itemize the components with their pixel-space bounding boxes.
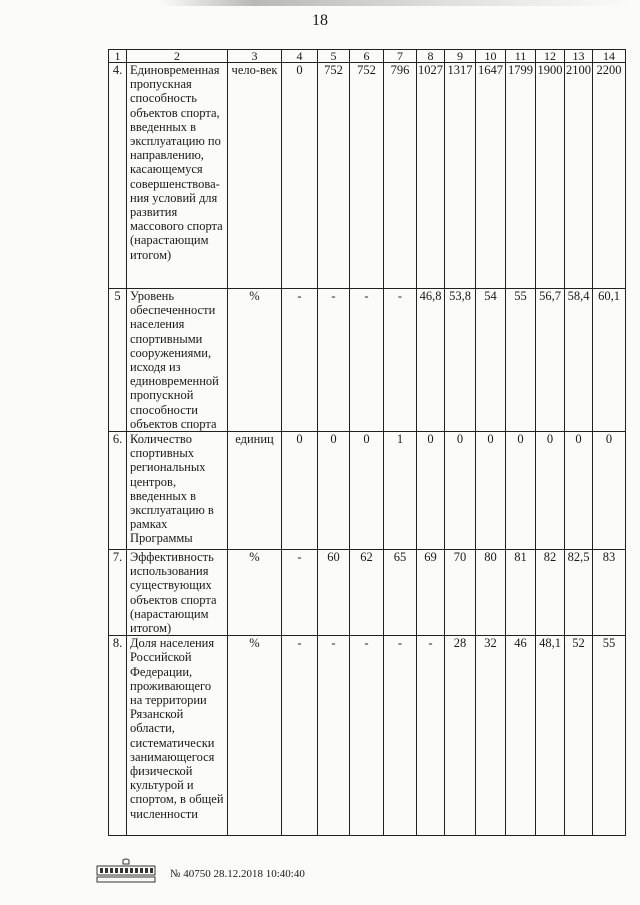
unit-of-measure: %	[228, 550, 282, 636]
indicator-name: Эффективность использования существующих объектов спорта (нарастающим итогом)	[127, 550, 228, 636]
indicator-value: 0	[318, 432, 350, 550]
indicator-value: 56,7	[536, 289, 565, 432]
indicator-value: 0	[506, 432, 536, 550]
indicator-value: 60	[318, 550, 350, 636]
indicator-value: 52	[565, 636, 593, 836]
indicator-value: -	[282, 289, 318, 432]
indicator-value: 69	[417, 550, 445, 636]
table-row	[109, 289, 626, 432]
indicator-value: -	[350, 289, 384, 432]
indicator-value: 53,8	[445, 289, 476, 432]
indicator-name: Количество спортивных региональных центров, введенных в эксплуатацию в рамках Программы	[127, 432, 228, 550]
indicator-value: 1799	[506, 63, 536, 289]
indicator-value: 46	[506, 636, 536, 836]
indicator-value: 48,1	[536, 636, 565, 836]
table-row	[109, 63, 626, 289]
indicator-value: 58,4	[565, 289, 593, 432]
row-number: 6.	[109, 432, 127, 550]
indicator-value: 1647	[476, 63, 506, 289]
indicator-value: 752	[318, 63, 350, 289]
indicator-value: -	[350, 636, 384, 836]
table-row	[109, 636, 626, 836]
column-number-header-row	[109, 50, 626, 63]
indicator-value: 70	[445, 550, 476, 636]
column-number-14: 14	[593, 50, 626, 63]
indicator-value: 32	[476, 636, 506, 836]
indicator-name: Доля населения Российской Федерации, проживающего на территории Рязанской области, систематически занимающегося физической культурой и спортом, в общей численности	[127, 636, 228, 836]
column-number-12: 12	[536, 50, 565, 63]
indicator-value: -	[282, 550, 318, 636]
indicator-value: 0	[282, 63, 318, 289]
scan-edge-shadow	[160, 0, 630, 6]
indicator-value: 46,8	[417, 289, 445, 432]
row-number: 4.	[109, 63, 127, 289]
indicator-value: -	[318, 289, 350, 432]
unit-of-measure: %	[228, 636, 282, 836]
indicator-value: 1900	[536, 63, 565, 289]
table-row	[109, 550, 626, 636]
page-number: 18	[312, 12, 328, 29]
indicator-name: Единовременная пропускная способность объектов спорта, введенных в эксплуатацию по направлению, касающемуся совершенствова-ния условий для развития массового спорта (нарастающим итогом)	[127, 63, 228, 289]
indicator-value: 82,5	[565, 550, 593, 636]
unit-of-measure: чело-век	[228, 63, 282, 289]
column-number-1: 1	[109, 50, 127, 63]
indicator-value: -	[318, 636, 350, 836]
indicator-value: 0	[536, 432, 565, 550]
indicator-value: 60,1	[593, 289, 626, 432]
indicator-name: Уровень обеспеченности населения спортивными сооружениями, исходя из единовременной пропускной способности объектов спорта	[127, 289, 228, 432]
row-number: 7.	[109, 550, 127, 636]
row-number: 8.	[109, 636, 127, 836]
indicator-value: -	[384, 289, 417, 432]
indicator-value: 1027	[417, 63, 445, 289]
indicator-value: 0	[417, 432, 445, 550]
unit-of-measure: единиц	[228, 432, 282, 550]
indicator-value: 796	[384, 63, 417, 289]
column-number-8: 8	[417, 50, 445, 63]
unit-of-measure: %	[228, 289, 282, 432]
row-number: 5	[109, 289, 127, 432]
indicator-value: -	[384, 636, 417, 836]
indicator-value: 0	[565, 432, 593, 550]
indicator-value: 65	[384, 550, 417, 636]
table-row	[109, 432, 626, 550]
indicator-value: 0	[593, 432, 626, 550]
indicator-value: -	[417, 636, 445, 836]
column-number-3: 3	[228, 50, 282, 63]
indicator-value: 2100	[565, 63, 593, 289]
indicator-value: 0	[445, 432, 476, 550]
indicator-value: 0	[350, 432, 384, 550]
document-footer	[95, 858, 495, 886]
indicator-value: 28	[445, 636, 476, 836]
indicator-value: 0	[476, 432, 506, 550]
indicator-value: 82	[536, 550, 565, 636]
column-number-2: 2	[127, 50, 228, 63]
indicator-value: 55	[593, 636, 626, 836]
indicator-value: 81	[506, 550, 536, 636]
column-number-6: 6	[350, 50, 384, 63]
indicator-value: 80	[476, 550, 506, 636]
indicator-value: 0	[282, 432, 318, 550]
indicators-table	[108, 49, 626, 836]
indicator-value: 62	[350, 550, 384, 636]
registration-number: № 40750 28.12.2018 10:40:40	[170, 868, 305, 880]
column-number-10: 10	[476, 50, 506, 63]
column-number-5: 5	[318, 50, 350, 63]
indicator-value: 752	[350, 63, 384, 289]
indicator-value: 1317	[445, 63, 476, 289]
indicator-value: 2200	[593, 63, 626, 289]
indicator-value: 83	[593, 550, 626, 636]
indicator-value: 54	[476, 289, 506, 432]
registry-stamp-icon	[95, 858, 157, 884]
column-number-11: 11	[506, 50, 536, 63]
column-number-7: 7	[384, 50, 417, 63]
column-number-4: 4	[282, 50, 318, 63]
indicator-value: 1	[384, 432, 417, 550]
column-number-9: 9	[445, 50, 476, 63]
indicator-value: 55	[506, 289, 536, 432]
column-number-13: 13	[565, 50, 593, 63]
indicator-value: -	[282, 636, 318, 836]
